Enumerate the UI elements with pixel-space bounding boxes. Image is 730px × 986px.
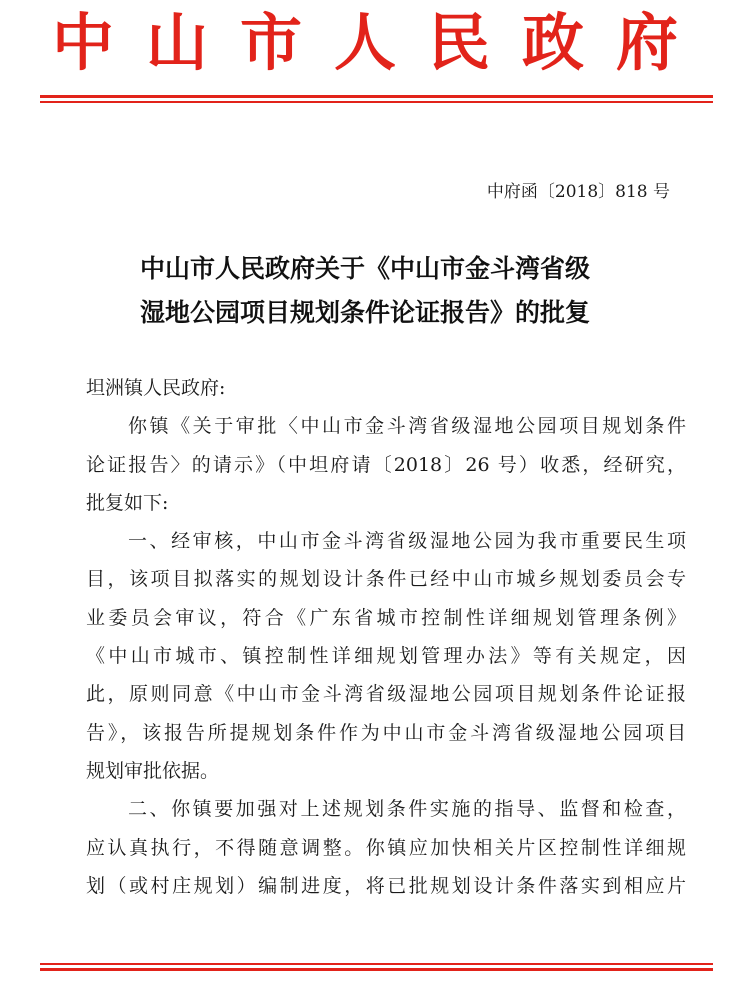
body-line: 批复如下: — [86, 491, 169, 514]
body-line: 论证报告〉的请示》（中坦府请〔2018〕26 号）收悉，经研究， — [86, 453, 686, 476]
footer-rule-thick — [40, 968, 713, 971]
header-rule-thick — [40, 95, 713, 98]
issuer-title: 中山市人民政府 — [51, 6, 710, 79]
body-line: 划（或村庄规划）编制进度，将已批规划设计条件落实到相应片 — [86, 874, 686, 897]
body-line: 规划审批依据。 — [86, 759, 220, 782]
salutation: 坦洲镇人民政府: — [86, 377, 226, 399]
body-line: 一、经审核，中山市金斗湾省级湿地公园为我市重要民生项 — [128, 530, 686, 553]
header-rule-thin — [40, 101, 713, 103]
footer-rule-thin — [40, 963, 713, 965]
body-line: 二、你镇要加强对上述规划条件实施的指导、监督和检查， — [128, 798, 686, 821]
body-line: 你镇《关于审批〈中山市金斗湾省级湿地公园项目规划条件 — [128, 415, 686, 438]
masthead — [0, 2, 730, 84]
body-line: 业委员会审议，符合《广东省城市控制性详细规划管理条例》 — [86, 606, 686, 629]
body-line: 目，该项目拟落实的规划设计条件已经中山市城乡规划委员会专 — [86, 568, 686, 591]
document-number: 中府函〔2018〕818 号 — [486, 182, 670, 202]
body-line: 此，原则同意《中山市金斗湾省级湿地公园项目规划条件论证报 — [86, 683, 686, 706]
document-title-line: 湿地公园项目规划条件论证报告》的批复 — [139, 298, 590, 327]
body-line: 应认真执行，不得随意调整。你镇应加快相关片区控制性详细规 — [86, 836, 686, 859]
document-body — [86, 369, 686, 905]
document-title-line: 中山市人民政府关于《中山市金斗湾省级 — [139, 254, 590, 283]
document-title — [40, 247, 690, 335]
body-line: 《中山市城市、镇控制性详细规划管理办法》等有关规定，因 — [86, 645, 686, 668]
body-line: 告》，该报告所提规划条件作为中山市金斗湾省级湿地公园项目 — [86, 721, 686, 744]
